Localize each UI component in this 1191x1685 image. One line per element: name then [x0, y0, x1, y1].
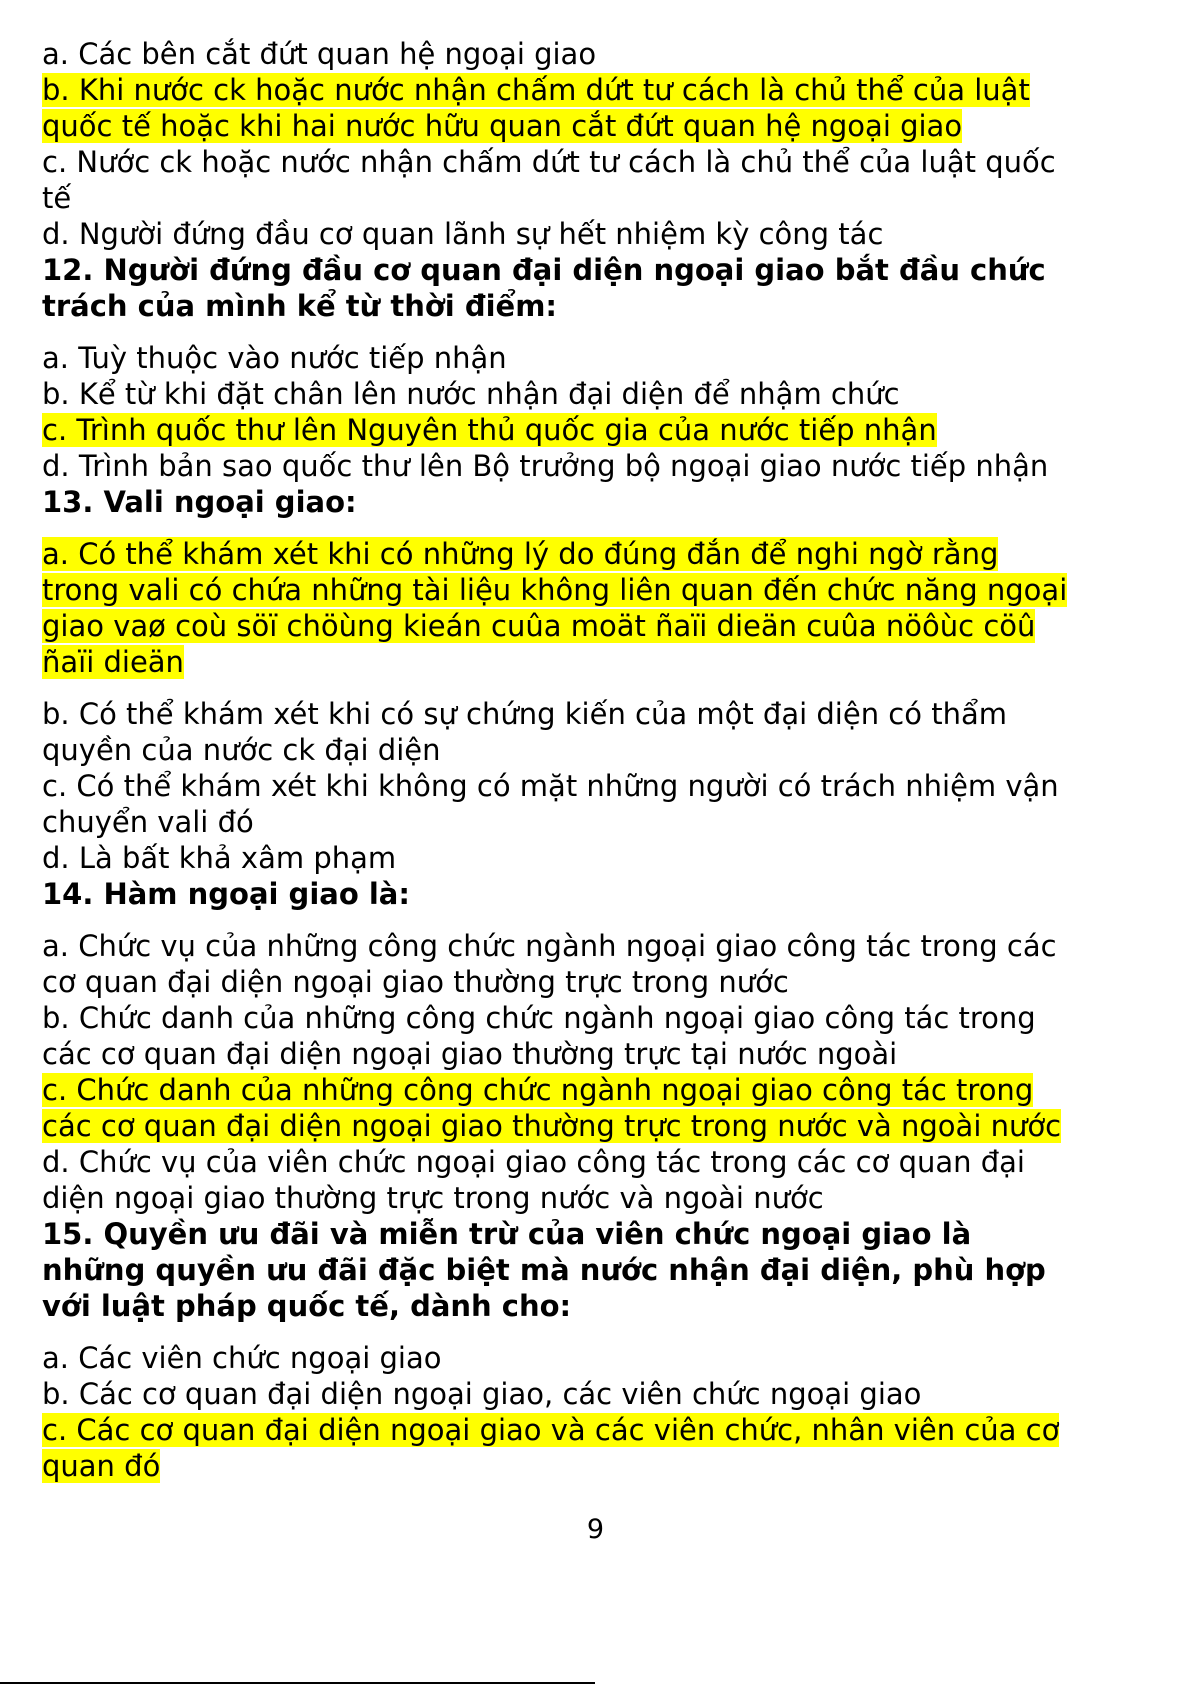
option-11d: d. Người đứng đầu cơ quan lãnh sự hết nhiệm kỳ công tác	[42, 217, 884, 251]
option-12b: b. Kể từ khi đặt chân lên nước nhận đại diện để nhậm chức	[42, 377, 900, 411]
option-13a	[42, 536, 1152, 680]
option-13c: c. Có thể khám xét khi không có mặt những người có trách nhiệm vận chuyển vali đó	[42, 769, 1059, 839]
question-12-options	[42, 340, 1152, 484]
option-12a: a. Tuỳ thuộc vào nước tiếp nhận	[42, 341, 507, 375]
question-13-options	[42, 536, 1152, 876]
option-13b: b. Có thể khám xét khi có sự chứng kiến của một đại diện có thẩm quyền của nước ck đại diện	[42, 697, 1007, 767]
option-14d: d. Chức vụ của viên chức ngoại giao công tác trong các cơ quan đại diện ngoại giao thường trực trong nước và ngoài nước	[42, 1145, 1025, 1215]
option-14a: a. Chức vụ của những công chức ngành ngoại giao công tác trong các cơ quan đại diện ngoại giao thường trực trong nước	[42, 929, 1057, 999]
option-12c	[42, 412, 1152, 448]
answer-highlight: quan đó	[42, 1449, 161, 1483]
question-15-title: 15. Quyền ưu đãi và miễn trừ của viên chức ngoại giao là những quyền ưu đãi đặc biệt mà nước nhận đại diện, phù hợp với luật pháp quốc tế, dành cho:	[42, 1217, 1046, 1323]
option-15c	[42, 1412, 1152, 1484]
option-15a: a. Các viên chức ngoại giao	[42, 1341, 442, 1375]
question-12-title: 12. Người đứng đầu cơ quan đại diện ngoại giao bắt đầu chức trách của mình kể từ thời điểm:	[42, 253, 1046, 323]
answer-highlight: c. Các cơ quan đại diện ngoại giao và các viên chức, nhân viên của cơ	[42, 1413, 1060, 1447]
answer-highlight: quốc tế hoặc khi hai nước hữu quan cắt đứt quan hệ ngoại giao	[42, 109, 963, 143]
answer-highlight: c. Chức danh của những công chức ngành ngoại giao công tác trong	[42, 1073, 1034, 1107]
question-14-title: 14. Hàm ngoại giao là:	[42, 877, 410, 911]
option-13d: d. Là bất khả xâm phạm	[42, 841, 397, 875]
question-11-options	[42, 36, 1152, 252]
answer-highlight: a. Có thể khám xét khi có những lý do đúng đắn để nghi ngờ rằng	[42, 537, 999, 571]
option-12d: d. Trình bản sao quốc thư lên Bộ trưởng bộ ngoại giao nước tiếp nhận	[42, 449, 1049, 483]
question-13-title: 13. Vali ngoại giao:	[42, 485, 357, 519]
page-number: 9	[586, 1514, 605, 1545]
answer-highlight: giao vaø coù söï chöùng kieán cuûa moät ñaïi dieän cuûa nöôùc cöû	[42, 609, 1036, 643]
option-11c: c. Nước ck hoặc nước nhận chấm dứt tư cách là chủ thể của luật quốc tế	[42, 145, 1056, 215]
footer-divider	[0, 1682, 595, 1684]
option-11a: a. Các bên cắt đứt quan hệ ngoại giao	[42, 37, 597, 71]
document-page	[42, 36, 1152, 1484]
answer-highlight: b. Khi nước ck hoặc nước nhận chấm dứt tư cách là chủ thể của luật	[42, 73, 1030, 107]
question-15-options	[42, 1340, 1152, 1484]
option-15b: b. Các cơ quan đại diện ngoại giao, các viên chức ngoại giao	[42, 1377, 922, 1411]
answer-highlight: c. Trình quốc thư lên Nguyên thủ quốc gia của nước tiếp nhận	[42, 413, 937, 447]
answer-highlight: trong vali có chứa những tài liệu không liên quan đến chức năng ngoại	[42, 573, 1068, 607]
option-14c	[42, 1072, 1152, 1144]
option-14b: b. Chức danh của những công chức ngành ngoại giao công tác trong các cơ quan đại diện ngoại giao thường trực tại nước ngoài	[42, 1001, 1036, 1071]
answer-highlight: các cơ quan đại diện ngoại giao thường trực trong nước và ngoài nước	[42, 1109, 1062, 1143]
question-14-options	[42, 928, 1152, 1216]
option-11b	[42, 72, 1152, 144]
answer-highlight: ñaïi dieän	[42, 645, 184, 679]
